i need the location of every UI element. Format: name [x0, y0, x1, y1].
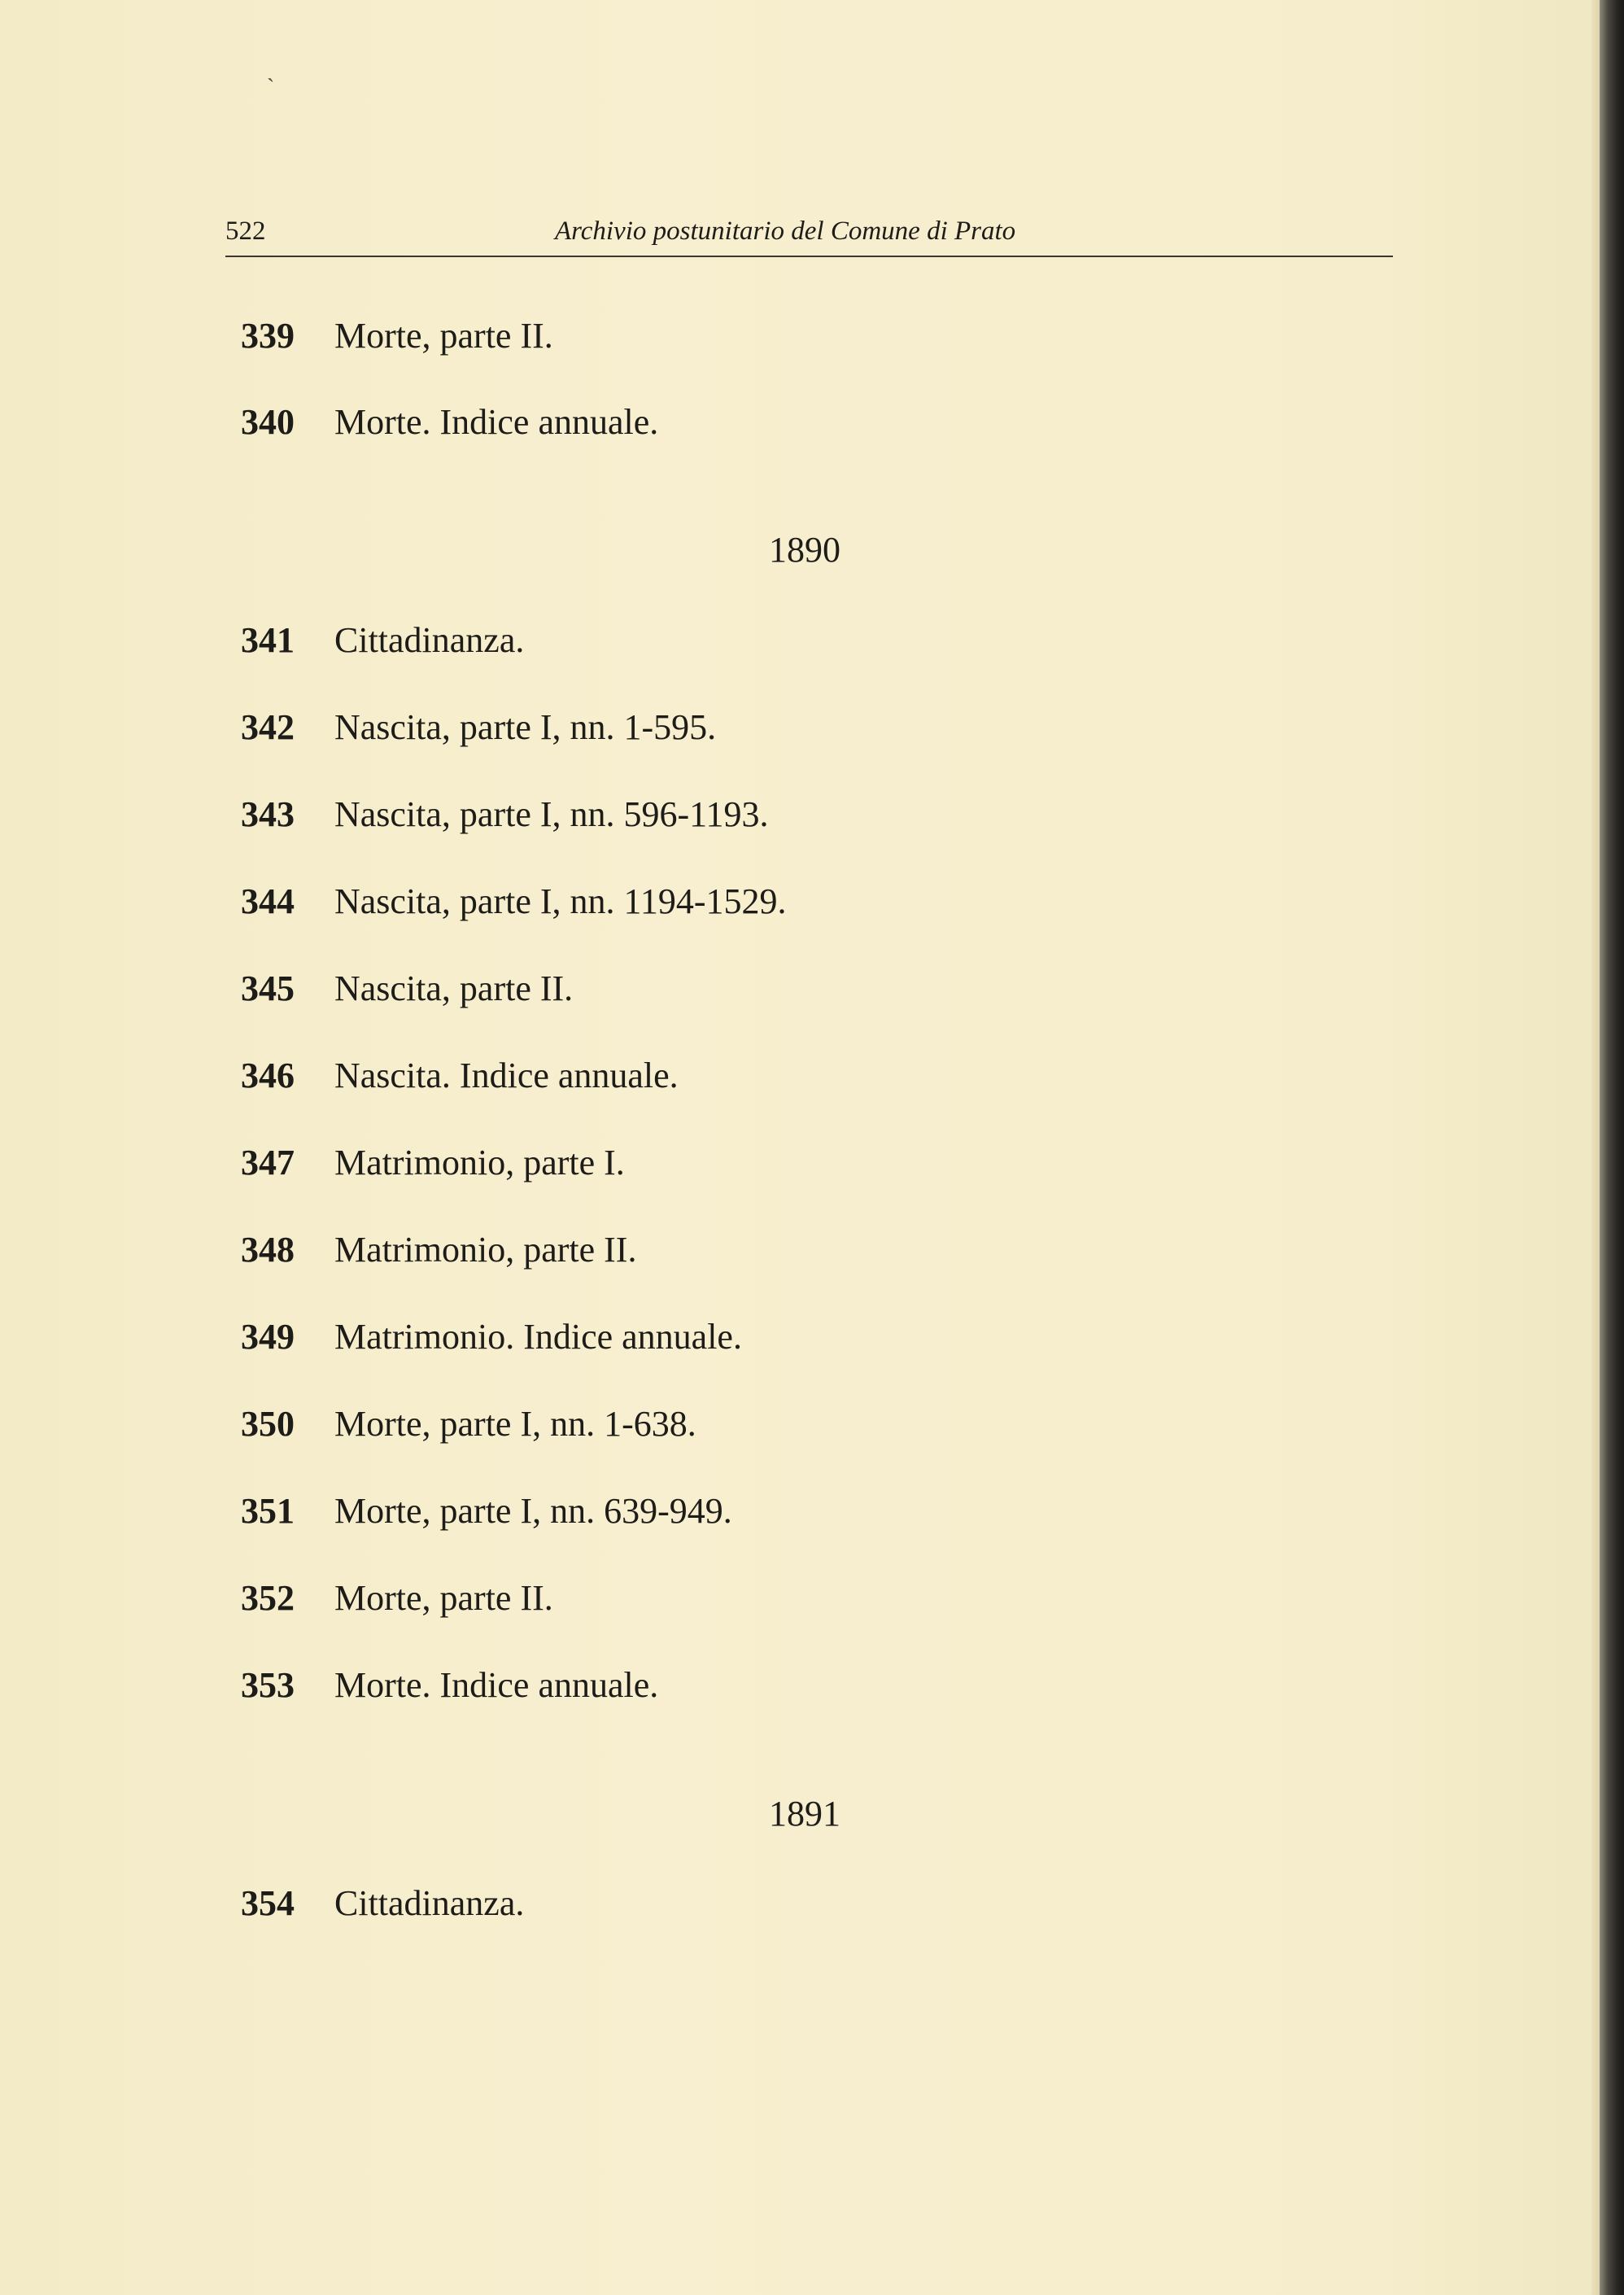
year-heading-1890: 1890 — [769, 530, 840, 570]
inventory-entry — [241, 880, 787, 924]
entry-description: Matrimonio, parte II. — [334, 1230, 637, 1270]
inventory-entry — [241, 1141, 625, 1185]
entry-description: Morte. Indice annuale. — [334, 402, 659, 442]
entry-number: 350 — [241, 1404, 295, 1444]
inventory-entry — [241, 706, 716, 750]
entry-description: Cittadinanza. — [334, 620, 525, 660]
binding-edge — [1600, 0, 1624, 2295]
inventory-entry — [241, 1054, 679, 1098]
inventory-entry — [241, 1228, 636, 1272]
entry-number: 347 — [241, 1143, 295, 1182]
inventory-entry — [241, 400, 658, 444]
entry-number: 339 — [241, 316, 295, 356]
entry-description: Nascita, parte II. — [334, 968, 574, 1008]
running-title: Archivio postunitario del Comune di Prato — [555, 216, 1016, 246]
entry-number: 344 — [241, 881, 295, 921]
inventory-entry — [241, 1663, 658, 1707]
entry-number: 348 — [241, 1230, 295, 1270]
entry-number: 351 — [241, 1491, 295, 1531]
inventory-entry — [241, 793, 769, 837]
entry-description: Nascita, parte I, nn. 1194-1529. — [334, 881, 787, 921]
entry-description: Cittadinanza. — [334, 1883, 525, 1923]
inventory-entry — [241, 1315, 742, 1359]
entry-number: 346 — [241, 1056, 295, 1095]
entry-number: 353 — [241, 1665, 295, 1705]
year-heading-1891: 1891 — [769, 1794, 840, 1834]
entry-number: 345 — [241, 968, 295, 1008]
entry-number: 354 — [241, 1883, 295, 1923]
page-header — [225, 213, 1393, 257]
stray-mark: ` — [267, 75, 275, 100]
entry-description: Morte, parte II. — [334, 1578, 553, 1618]
inventory-entry — [241, 1489, 732, 1533]
inventory-entry — [241, 1576, 553, 1620]
inventory-entry — [241, 1882, 524, 1926]
entry-description: Morte, parte II. — [334, 316, 553, 356]
page-number: 522 — [225, 216, 266, 246]
entry-number: 349 — [241, 1317, 295, 1357]
inventory-entry — [241, 314, 553, 358]
entry-description: Nascita, parte I, nn. 1-595. — [334, 707, 717, 747]
entry-description: Morte. Indice annuale. — [334, 1665, 659, 1705]
entry-description: Nascita. Indice annuale. — [334, 1056, 679, 1095]
entry-description: Morte, parte I, nn. 639-949. — [334, 1491, 732, 1531]
entry-description: Morte, parte I, nn. 1-638. — [334, 1404, 696, 1444]
page-edge — [1591, 0, 1600, 2295]
entry-description: Matrimonio, parte I. — [334, 1143, 625, 1182]
entry-number: 341 — [241, 620, 295, 660]
entry-description: Nascita, parte I, nn. 596-1193. — [334, 794, 769, 834]
entry-description: Matrimonio. Indice annuale. — [334, 1317, 742, 1357]
inventory-entry — [241, 967, 573, 1011]
entry-number: 340 — [241, 402, 295, 442]
inventory-entry — [241, 1402, 696, 1446]
entry-number: 343 — [241, 794, 295, 834]
inventory-entry — [241, 619, 524, 662]
entry-number: 352 — [241, 1578, 295, 1618]
entry-number: 342 — [241, 707, 295, 747]
